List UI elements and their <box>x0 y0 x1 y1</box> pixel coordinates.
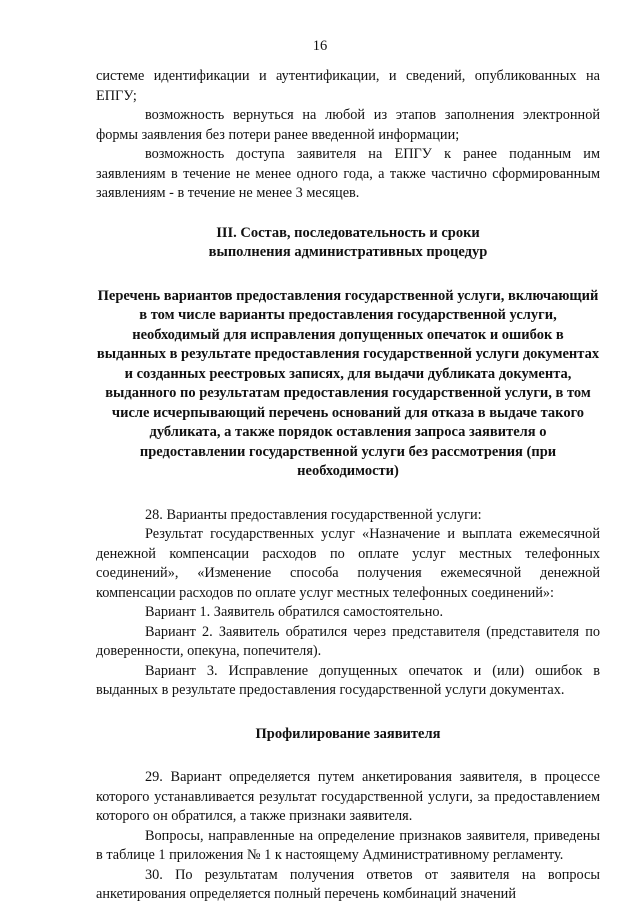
variant-1: Вариант 1. Заявитель обратился самостоятельно. <box>145 604 444 620</box>
page-number: 16 <box>312 38 328 54</box>
paragraph-service-result: Результат государственных услуг «Назначение и выплата ежемесячной денежной компенсации расходов по оплате услуг местных телефонных соединений», «Изменение способа получения ежемесячной денежной компенсации расходов по оплате услуг местных телефонных соединений»: <box>96 526 600 601</box>
paragraph-access-applications: возможность доступа заявителя на ЕПГУ к ранее поданным им заявлениям в течение не менее одного года, а также частично сформированным заявлениям - в течение не менее 3 месяцев. <box>96 146 600 201</box>
profiling-heading: Профилирование заявителя <box>255 725 441 742</box>
variant-2: Вариант 2. Заявитель обратился через представителя (представителя по доверенности, опекуна, попечителя). <box>96 623 600 659</box>
paragraph-30: 30. По результатам получения ответов от заявителя на вопросы анкетирования определяется полный перечень комбинаций значений <box>96 866 600 902</box>
document-body <box>96 67 600 905</box>
section-heading-line1: III. Состав, последовательность и сроки <box>216 224 480 241</box>
variants-list-heading: Перечень вариантов предоставления государственной услуги, включающий в том числе варианты предоставления государственной услуги, необходимый для исправления допущенных опечаток и ошибок в выданных в результате предоставления государственной услуги документах и созданных реестровых записях, для выдачи дубликата документа, выданного по результатам предоставления государственной услуги, в том числе исчерпывающий перечень оснований для отказа в выдаче такого дубликата, а также порядок оставления запроса заявителя о предоставлении государственной услуги без рассмотрения (при необходимости) <box>96 287 600 479</box>
paragraph-return-to-step: возможность вернуться на любой из этапов заполнения электронной формы заявления без потери ранее введенной информации; <box>96 107 600 143</box>
paragraph-28: 28. Варианты предоставления государственной услуги: <box>145 506 482 523</box>
paragraph-29: 29. Вариант определяется путем анкетирования заявителя, в процессе которого устанавливается результат государственной услуги, за предоставлением которого он обратился, а также признаки заявителя. <box>96 769 600 824</box>
section-heading-line2: выполнения административных процедур <box>208 244 488 260</box>
paragraph-questions: Вопросы, направленные на определение признаков заявителя, приведены в таблице 1 приложения № 1 к настоящему Административному регламенту. <box>96 827 600 863</box>
paragraph-identification: системе идентификации и аутентификации, и сведений, опубликованных на ЕПГУ; <box>96 68 600 104</box>
variant-3: Вариант 3. Исправление допущенных опечаток и (или) ошибок в выданных в результате предоставления государственной услуги документах. <box>96 662 600 698</box>
